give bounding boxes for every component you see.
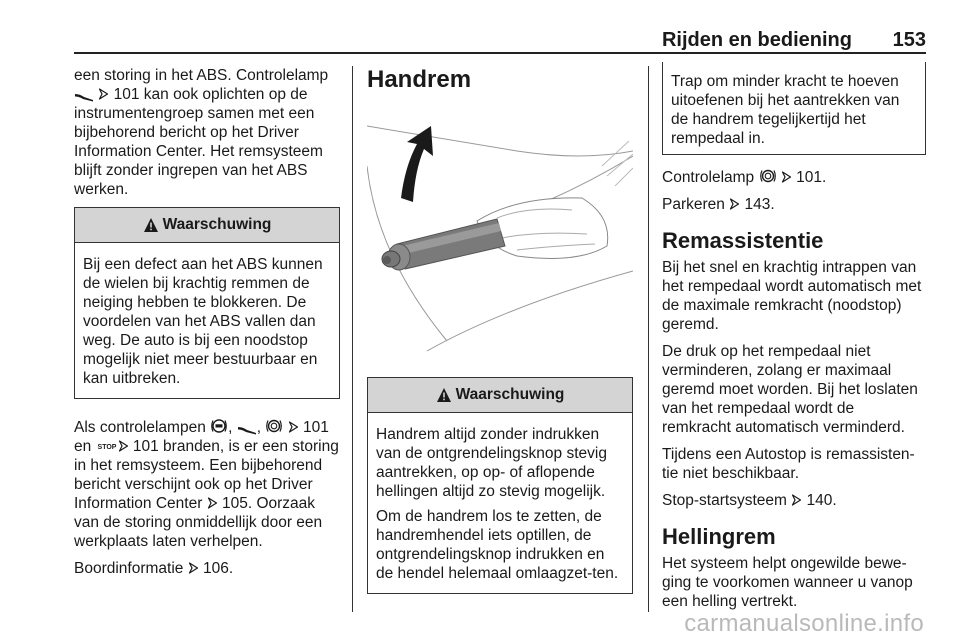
warning-body [75, 243, 339, 398]
section-heading-remassistentie: Remassistentie [662, 228, 824, 253]
handbrake-illustration [367, 106, 633, 356]
brake-pad-warning-icon [237, 423, 257, 435]
stop-indicator-icon [96, 441, 118, 451]
paragraph-stop-start: Stop-startsysteem 140. [662, 492, 837, 509]
page-number: 153 [892, 29, 926, 51]
warning-text: Bij een defect aan het ABS kunnen de wielen bij krachtig remmen de neiging hebben te blokkeren. De voordelen van het ABS vallen dan weg. De auto is bij een noodstop mogelijk niet meer bestuurbaar en kan uitbreken. [83, 256, 323, 387]
paragraph-hellingrem: Het systeem helpt ongewilde bewe-ging te voorkomen wanneer u vanop een helling vertrekt. [662, 555, 913, 610]
column-left [74, 66, 340, 586]
warning-title: Waarschuwing [162, 216, 272, 233]
reference-arrow-icon [207, 497, 218, 509]
page-header [74, 26, 926, 50]
reference-arrow-icon [781, 171, 792, 183]
warning-triangle-icon [143, 217, 159, 233]
column-divider [352, 66, 353, 612]
warning-header [75, 208, 339, 243]
paragraph-remassist-2: De druk op het rempedaal niet verminderen, zolang er maximaal geremd moet worden. Bij het loslaten van het rempedaal wordt de remkracht automatisch verminderd. [662, 343, 918, 436]
warning-box-abs [74, 207, 340, 399]
paragraph-controlelamp: Controlelamp 101. [662, 169, 827, 186]
column-right [662, 66, 926, 619]
reference-arrow-icon [98, 88, 109, 100]
warning-title: Waarschuwing [455, 386, 565, 403]
reference-arrow-icon [118, 440, 129, 452]
watermark: carmanualsonline.info [684, 610, 924, 637]
warning-header [368, 378, 632, 413]
reference-arrow-icon [791, 494, 802, 506]
abs-warning-icon [210, 417, 228, 435]
column-middle [367, 66, 633, 612]
section-heading-hellingrem: Hellingrem [662, 524, 776, 549]
reference-arrow-icon [188, 562, 199, 574]
warning-body [368, 413, 632, 593]
tip-box [662, 62, 926, 155]
brake-system-warning-icon [265, 417, 283, 435]
warning-box-handbrake [367, 377, 633, 594]
warning-text-1: Handrem altijd zonder indrukken van de ontgrendelingsknop stevig aantrekken, op op- of aflopende hellingen altijd zo stevig mogelijk. [376, 426, 607, 500]
section-heading-handrem: Handrem [367, 66, 472, 93]
reference-arrow-icon [729, 198, 740, 210]
warning-triangle-icon [436, 387, 452, 403]
paragraph-parkeren: Parkeren 143. [662, 196, 775, 213]
header-rule [74, 52, 926, 54]
paragraph-brake-system-fault: Als controlelampen , , 101 en 101 branden, is er een storing in het remsysteem. Een bijbehorend bericht verschijnt ook op het Driver Information Center 105. Oorzaak van de storing onmiddellijk door een werkplaats laten verhelpen. [74, 419, 339, 550]
warning-text-2: Om de handrem los te zetten, de handremhendel iets optillen, de ontgrendelingsknop indrukken en de hendel helemaal omlaagzet-ten. [376, 508, 619, 582]
chapter-title: Rijden en bediening [661, 29, 852, 51]
paragraph-board-info: Boordinformatie 106. [74, 560, 234, 577]
brake-system-warning-icon [759, 167, 777, 185]
paragraph-remassist-3: Tijdens een Autostop is remassisten-tie niet beschikbaar. [662, 446, 915, 482]
column-divider [648, 66, 649, 612]
reference-arrow-icon [288, 421, 299, 433]
paragraph-abs-fault: een storing in het ABS. Controlelamp 101 kan ook oplichten op de instrumentengroep samen met een bijbehorend bericht op het Driver Information Center. Het remsysteem blijft zonder ingrepen van het ABS werken. [74, 67, 329, 198]
brake-pad-warning-icon [74, 90, 94, 102]
tip-text: Trap om minder kracht te hoeven uitoefenen bij het aantrekken van de handrem tegelijkertijd het rempedaal in. [671, 73, 900, 147]
paragraph-remassist-1: Bij het snel en krachtig intrappen van het rempedaal wordt automatisch met de maximale remkracht (noodstop) geremd. [662, 259, 922, 333]
